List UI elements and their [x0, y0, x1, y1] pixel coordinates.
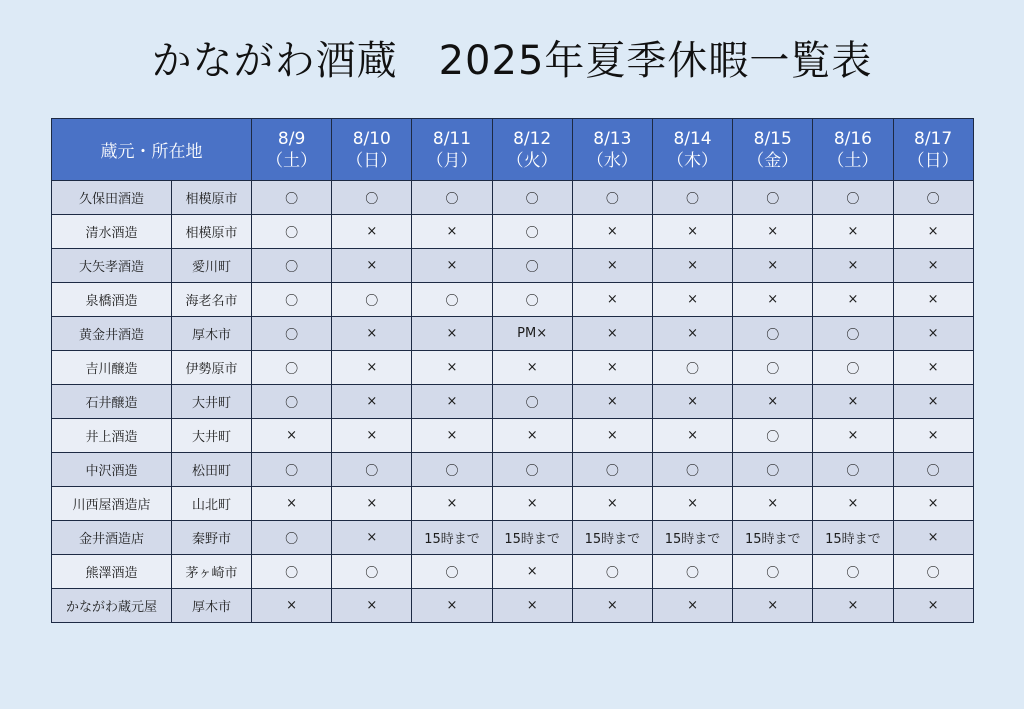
table-body [52, 181, 974, 623]
status-cell: × [733, 283, 813, 317]
status-cell: × [572, 385, 652, 419]
status-cell: 〇 [332, 453, 412, 487]
status-cell: 〇 [252, 249, 332, 283]
status-cell: × [813, 249, 893, 283]
date-label: 8/17 [914, 128, 953, 149]
weekday-label: （土） [266, 150, 318, 171]
status-cell: × [332, 351, 412, 385]
status-cell: × [652, 385, 732, 419]
status-cell: × [652, 317, 732, 351]
date-header [893, 119, 973, 181]
status-cell: × [733, 249, 813, 283]
status-cell: 〇 [893, 453, 973, 487]
status-cell: × [893, 521, 973, 555]
brewery-name: 泉橋酒造 [52, 283, 172, 317]
table-row [52, 453, 974, 487]
status-cell: 〇 [813, 555, 893, 589]
status-cell: × [893, 215, 973, 249]
status-cell: × [412, 317, 492, 351]
date-label: 8/9 [277, 128, 306, 149]
status-cell: × [492, 589, 572, 623]
status-cell: × [492, 351, 572, 385]
status-cell: 〇 [492, 215, 572, 249]
brewery-name: 清水酒造 [52, 215, 172, 249]
status-cell: 15時まで [652, 521, 732, 555]
status-cell: × [652, 419, 732, 453]
holiday-schedule-table [51, 118, 974, 623]
status-cell: 〇 [813, 317, 893, 351]
status-cell: 〇 [893, 181, 973, 215]
weekday-label: （土） [827, 150, 879, 171]
status-cell: × [652, 283, 732, 317]
status-cell: × [332, 385, 412, 419]
brewery-location: 海老名市 [172, 283, 252, 317]
status-cell: × [813, 487, 893, 521]
table-row [52, 249, 974, 283]
brewery-location-header: 蔵元・所在地 [52, 119, 252, 181]
table-row [52, 215, 974, 249]
status-cell: 〇 [252, 521, 332, 555]
brewery-name: 中沢酒造 [52, 453, 172, 487]
brewery-location: 厚木市 [172, 317, 252, 351]
brewery-location: 松田町 [172, 453, 252, 487]
status-cell: × [492, 487, 572, 521]
status-cell: 〇 [733, 317, 813, 351]
status-cell: × [572, 215, 652, 249]
status-cell: × [893, 385, 973, 419]
status-cell: × [572, 283, 652, 317]
date-label: 8/12 [513, 128, 552, 149]
status-cell: 〇 [492, 181, 572, 215]
date-header [412, 119, 492, 181]
brewery-name: 川西屋酒造店 [52, 487, 172, 521]
brewery-location: 相模原市 [172, 215, 252, 249]
status-cell: 15時まで [492, 521, 572, 555]
status-cell: × [332, 249, 412, 283]
brewery-name: 吉川醸造 [52, 351, 172, 385]
status-cell: 〇 [252, 385, 332, 419]
status-cell: 〇 [412, 283, 492, 317]
table-row [52, 317, 974, 351]
status-cell: × [652, 249, 732, 283]
status-cell: × [332, 589, 412, 623]
status-cell: × [572, 317, 652, 351]
status-cell: 〇 [652, 181, 732, 215]
brewery-location: 山北町 [172, 487, 252, 521]
status-cell: × [572, 419, 652, 453]
brewery-name: 金井酒造店 [52, 521, 172, 555]
status-cell: 15時まで [412, 521, 492, 555]
status-cell: 〇 [252, 181, 332, 215]
brewery-name: 大矢孝酒造 [52, 249, 172, 283]
brewery-name: 久保田酒造 [52, 181, 172, 215]
status-cell: × [412, 385, 492, 419]
status-cell: × [893, 589, 973, 623]
status-cell: 15時まで [572, 521, 652, 555]
brewery-location: 大井町 [172, 419, 252, 453]
status-cell: 〇 [813, 351, 893, 385]
brewery-location: 相模原市 [172, 181, 252, 215]
status-cell: 15時まで [813, 521, 893, 555]
table-row [52, 283, 974, 317]
date-label: 8/14 [673, 128, 712, 149]
brewery-location: 秦野市 [172, 521, 252, 555]
weekday-label: （火） [506, 150, 558, 171]
status-cell: × [332, 317, 412, 351]
status-cell: 〇 [412, 453, 492, 487]
status-cell: PM× [492, 317, 572, 351]
status-cell: 〇 [252, 555, 332, 589]
status-cell: × [252, 487, 332, 521]
weekday-label: （金） [747, 150, 799, 171]
status-cell: 〇 [572, 181, 652, 215]
status-cell: × [572, 351, 652, 385]
status-cell: 〇 [572, 555, 652, 589]
weekday-label: （日） [346, 150, 398, 171]
status-cell: × [412, 249, 492, 283]
table-row [52, 419, 974, 453]
status-cell: × [893, 419, 973, 453]
brewery-name: 黄金井酒造 [52, 317, 172, 351]
status-cell: 〇 [412, 555, 492, 589]
status-cell: 〇 [733, 419, 813, 453]
status-cell: × [572, 487, 652, 521]
status-cell: × [733, 215, 813, 249]
date-header [332, 119, 412, 181]
brewery-location: 茅ヶ崎市 [172, 555, 252, 589]
status-cell: 〇 [492, 453, 572, 487]
status-cell: 〇 [813, 453, 893, 487]
brewery-location: 大井町 [172, 385, 252, 419]
brewery-name: 熊澤酒造 [52, 555, 172, 589]
status-cell: × [252, 589, 332, 623]
brewery-location: 厚木市 [172, 589, 252, 623]
status-cell: × [652, 215, 732, 249]
date-header [572, 119, 652, 181]
weekday-label: （水） [586, 150, 638, 171]
status-cell: × [893, 487, 973, 521]
status-cell: × [412, 419, 492, 453]
table-row [52, 351, 974, 385]
status-cell: 〇 [733, 453, 813, 487]
header-row [52, 119, 974, 181]
status-cell: × [813, 589, 893, 623]
date-label: 8/16 [833, 128, 872, 149]
status-cell: × [332, 419, 412, 453]
table-row [52, 521, 974, 555]
table-row [52, 385, 974, 419]
brewery-name: かながわ蔵元屋 [52, 589, 172, 623]
status-cell: × [893, 351, 973, 385]
status-cell: × [652, 589, 732, 623]
brewery-location: 伊勢原市 [172, 351, 252, 385]
status-cell: × [893, 317, 973, 351]
date-label: 8/13 [593, 128, 632, 149]
status-cell: × [412, 215, 492, 249]
status-cell: 〇 [813, 181, 893, 215]
date-label: 8/10 [352, 128, 391, 149]
date-header [252, 119, 332, 181]
status-cell: 15時まで [733, 521, 813, 555]
status-cell: 〇 [252, 453, 332, 487]
table-row [52, 555, 974, 589]
status-cell: 〇 [492, 283, 572, 317]
status-cell: × [813, 419, 893, 453]
status-cell: × [572, 249, 652, 283]
status-cell: × [412, 351, 492, 385]
status-cell: 〇 [733, 351, 813, 385]
weekday-label: （月） [426, 150, 478, 171]
status-cell: 〇 [412, 181, 492, 215]
status-cell: 〇 [652, 453, 732, 487]
status-cell: 〇 [252, 283, 332, 317]
status-cell: 〇 [492, 249, 572, 283]
status-cell: 〇 [252, 351, 332, 385]
status-cell: × [733, 385, 813, 419]
status-cell: × [332, 215, 412, 249]
table-row [52, 487, 974, 521]
status-cell: × [332, 521, 412, 555]
status-cell: 〇 [332, 181, 412, 215]
status-cell: 〇 [652, 351, 732, 385]
date-label: 8/15 [753, 128, 792, 149]
status-cell: × [733, 589, 813, 623]
status-cell: × [572, 589, 652, 623]
status-cell: × [813, 283, 893, 317]
brewery-name: 井上酒造 [52, 419, 172, 453]
date-label: 8/11 [432, 128, 472, 149]
status-cell: 〇 [733, 181, 813, 215]
status-cell: × [893, 283, 973, 317]
status-cell: × [652, 487, 732, 521]
status-cell: 〇 [252, 215, 332, 249]
status-cell: 〇 [893, 555, 973, 589]
table-row [52, 589, 974, 623]
date-header [492, 119, 572, 181]
status-cell: × [332, 487, 412, 521]
date-header [813, 119, 893, 181]
date-header [652, 119, 732, 181]
status-cell: 〇 [492, 385, 572, 419]
brewery-location: 愛川町 [172, 249, 252, 283]
status-cell: × [252, 419, 332, 453]
status-cell: × [412, 589, 492, 623]
status-cell: × [813, 385, 893, 419]
status-cell: 〇 [332, 555, 412, 589]
status-cell: 〇 [733, 555, 813, 589]
weekday-label: （木） [667, 150, 719, 171]
status-cell: 〇 [252, 317, 332, 351]
status-cell: 〇 [572, 453, 652, 487]
brewery-name: 石井醸造 [52, 385, 172, 419]
weekday-label: （日） [907, 150, 959, 171]
page-title: かながわ酒蔵 2025年夏季休暇一覧表 [151, 38, 873, 84]
date-header [733, 119, 813, 181]
status-cell: × [412, 487, 492, 521]
status-cell: × [813, 215, 893, 249]
status-cell: 〇 [652, 555, 732, 589]
status-cell: × [492, 419, 572, 453]
status-cell: 〇 [332, 283, 412, 317]
status-cell: × [893, 249, 973, 283]
table-row [52, 181, 974, 215]
status-cell: × [492, 555, 572, 589]
status-cell: × [733, 487, 813, 521]
